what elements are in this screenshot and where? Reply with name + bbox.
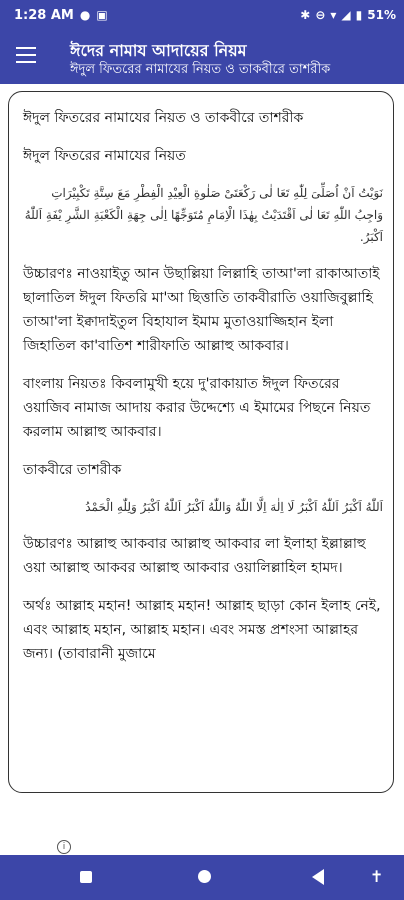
section1-bangla: বাংলায় নিয়তঃ কিবলামুখী হয়ে দু'রাকায়াত ঈদুল ফিতরের ওয়াজিব নামাজ আদায় করার উদ্দেশ্যে এ ইমামের পিছনে নিয়ত করলাম আল্লাহু আকবার।: [23, 376, 371, 440]
accessibility-icon[interactable]: ✝: [370, 867, 384, 886]
page-title: ঈদের নামায আদায়ের নিয়ম: [70, 41, 247, 60]
section2-meaning: অর্থঃ আল্লাহ মহান! আল্লাহ মহান! আল্লাহ ছাড়া কোন ইলাহ নেই, এবং আল্লাহ মহান, আল্লাহ মহান। এবং সমস্ত প্রশংসা আল্লাহর জন্য। (তাবারানী মুজামে: [23, 598, 381, 662]
dnd-icon: ⊖: [315, 8, 326, 22]
battery-icon: ▮: [355, 8, 363, 22]
section2-arabic: اَللّٰهُ اَكْبَرُ اَللّٰهُ اَكْبَرُ لَا اِلٰهَ اِلَّا اللّٰهُ وَاللّٰهُ اَكْبَرُ اَللّٰهُ اَكْبَرُ وَلِلّٰهِ الْحَمْدُ: [85, 500, 383, 514]
system-nav-bar: [0, 855, 404, 900]
menu-icon[interactable]: [16, 47, 36, 63]
status-bar: [0, 0, 404, 30]
content-card[interactable]: [8, 91, 394, 793]
section1-title: ঈদুল ফিতরের নামাযের নিয়ত: [23, 148, 186, 164]
content-heading: ঈদুল ফিতরের নামাযের নিয়ত ও তাকবীরে তাশরীক: [23, 110, 304, 126]
app-bar: [0, 30, 404, 84]
messenger-icon: ●: [79, 8, 91, 22]
section1-arabic: نَوَيْتُ اَنْ اُصَلِّىَ لِلّٰهِ تَعَا لٰى رَكْعَتَىْ صَلٰوةِ الْعِيْدِ الْفِطْرِ مَعَ سِتَّةِ تَكْبِيْرَاتِ وَاجِبُ اللّٰهِ تَعَا لٰى اَقْتَدَيْتُ بِهٰذَا الْاِمَامِ مُتَوَجِّهًا اِلٰى جِهَةِ الْكَعْبَةِ الشَّرِ يْفَةِ اَللّٰهُ اَكْبَرُ.: [24, 186, 383, 244]
bluetooth-icon: ✱: [300, 8, 311, 22]
section2-title: তাকবীরে তাশরীক: [23, 462, 122, 478]
ad-info-icon[interactable]: i: [57, 840, 71, 854]
recents-icon[interactable]: [80, 871, 92, 883]
signal-icon: ◢: [341, 8, 351, 22]
page-subtitle: ঈদুল ফিতরের নামাযের নিয়ত ও তাকবীরে তাশরীক: [70, 62, 331, 77]
content-body: [23, 106, 383, 680]
section2-pronunciation: উচ্চারণঃ আল্লাহু আকবার আল্লাহু আকবার লা ইলাহা ইল্লাল্লাহু ওয়া আল্লাহু আকবর আল্লাহু আকবার ওয়ালিল্লাহিল হামদ।: [23, 536, 366, 576]
status-time: 1:28 AM: [14, 7, 74, 23]
gallery-icon: ▣: [96, 8, 108, 22]
section1-pronunciation: উচ্চারণঃ নাওয়াইতু আন উছাল্লিয়া লিল্লাহি তাআ'লা রাকাআতাই ছালাতিল ঈদুল ফিতরি মা'আ ছিত্তাতি তাকবীরাতি ওয়াজিবুল্লাহি তাআ'লা ইক্বাদাইতুল বিহাযাল ইমাম মুতাওয়াজ্জিহান ইলা জিহাতিল কা'বাতিশ শারীফাতি আল্লাহু আকবার।: [23, 266, 380, 354]
back-icon[interactable]: [312, 869, 324, 885]
home-icon[interactable]: [198, 870, 211, 883]
wifi-icon: ▾: [330, 8, 337, 22]
battery-percent: 51%: [367, 8, 396, 22]
status-right: [300, 8, 396, 22]
